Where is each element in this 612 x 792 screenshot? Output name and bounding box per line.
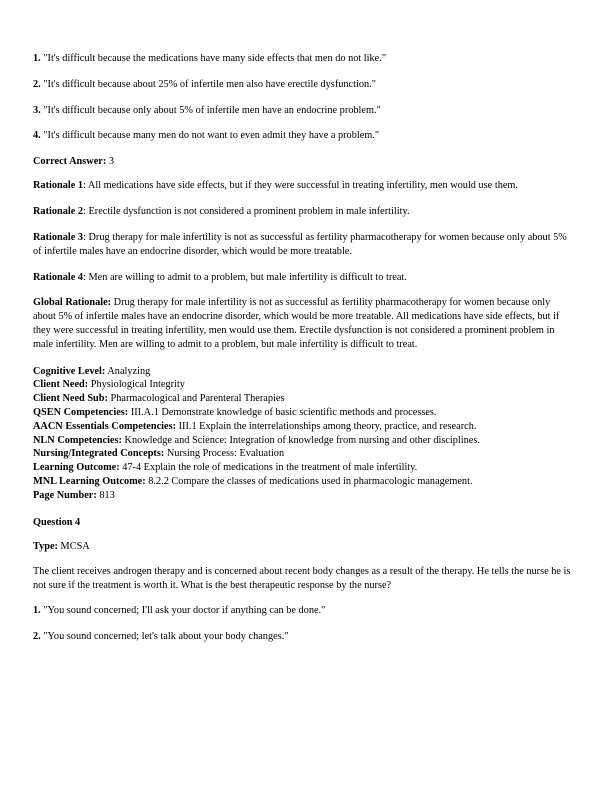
metadata-label: Nursing/Integrated Concepts: [33,448,165,460]
rationale-text: : All medications have side effects, but if they were successful in treating infertility, men would use them. [83,180,518,192]
rationale-text: : Erectile dysfunction is not considered a prominent problem in male infertility. [83,206,410,218]
rationale-label: Rationale 1 [33,180,84,192]
metadata-value: Analyzing [105,365,151,377]
global-rationale-text: Drug therapy for male infertility is not as successful as fertility pharmacotherapy for women because only about 5% of infertile males have an endocrine disorder, which would be more treatable. All medications have side effects, but if they were successful in treating infertility, men would use them. Erectile dysfunction is not considered a prominent problem in male infertility. Men are willing to admit to a problem, but male infertility is difficult to treat. [33,297,560,350]
correct-answer-label: Correct Answer: [33,156,107,168]
metadata-row [33,406,574,420]
answer-option-number: 2. [33,78,41,90]
metadata-label: Page Number: [33,489,97,501]
answer-option [33,604,574,618]
global-rationale-label: Global Rationale: [33,297,112,309]
answer-option-number: 2. [33,631,41,643]
metadata-value: III.1 Explain the interrelationships among theory, practice, and research. [176,420,477,432]
metadata-row [33,420,574,434]
answer-option [33,129,574,143]
answer-option-text: "You sound concerned; I'll ask your doctor if anything can be done." [43,605,326,617]
correct-answer [33,155,574,169]
metadata-label: Cognitive Level: [33,365,106,377]
question-stem: The client receives androgen therapy and is concerned about recent body changes as a result of the therapy. He tells the nurse he is not sure if the treatment is worth it. What is the best therapeutic response by the nurse? [33,565,571,591]
correct-answer-value: 3 [108,156,115,168]
metadata-label: NLN Competencies: [33,434,122,446]
question-type-value: MCSA [57,540,90,552]
metadata-row [33,489,574,503]
answer-option-text: "You sound concerned; let's talk about your body changes." [43,631,289,643]
rationale-item [33,271,574,285]
rationale-text: : Men are willing to admit to a problem, but male infertility is difficult to treat. [83,271,407,283]
rationale-text: : Drug therapy for male infertility is not as successful as fertility pharmacotherapy for women because only about 5% of infertile males have an endocrine disorder, which would be more treatable. [33,232,567,257]
metadata-row [33,392,574,406]
metadata-row [33,461,574,475]
metadata-value: 47-4 Explain the role of medications in the treatment of male infertility. [119,462,418,474]
global-rationale [33,296,574,351]
rationale-item [33,179,574,193]
answer-option [33,104,574,118]
answer-options-list [33,52,574,143]
metadata-label: AACN Essentials Competencies: [33,420,177,432]
next-question-header [33,516,574,554]
answer-option-text: "It's difficult because the medications have many side effects that men do not like." [43,53,387,64]
metadata-value: 813 [96,489,115,501]
answer-option-number: 3. [33,104,41,116]
rationale-label: Rationale 2 [33,206,84,218]
next-question-options [33,604,574,644]
metadata-label: MNL Learning Outcome: [33,476,146,488]
metadata-row [33,475,574,489]
question-type-label: Type: [33,540,58,552]
answer-option [33,78,574,92]
answer-option-text: "It's difficult because many men do not want to even admit they have a problem." [43,130,380,142]
metadata-row [33,378,574,392]
metadata-list [33,365,574,503]
answer-option-text: "It's difficult because only about 5% of infertile men have an endocrine problem." [43,104,381,116]
metadata-value: 8.2.2 Compare the classes of medications used in pharmacologic management. [145,476,473,488]
metadata-label: Client Need: [33,379,89,391]
metadata-row [33,434,574,448]
rationale-label: Rationale 4 [33,271,84,283]
metadata-label: QSEN Competencies: [33,407,129,419]
metadata-value: Pharmacological and Parenteral Therapies [107,393,285,405]
document-content [33,52,574,644]
metadata-row [33,365,574,379]
rationale-item [33,205,574,219]
answer-option-number: 1. [33,605,41,617]
metadata-value: Nursing Process: Evaluation [164,448,285,460]
rationale-label: Rationale 3 [33,232,84,244]
answer-option-number: 4. [33,130,41,142]
rationale-list [33,179,574,284]
metadata-value: Physiological Integrity [88,379,185,391]
metadata-label: Learning Outcome: [33,462,120,474]
answer-option [33,52,574,66]
answer-option-number: 1. [33,53,41,64]
metadata-row [33,447,574,461]
question-title: Question 4 [33,516,81,528]
answer-option [33,630,574,644]
rationale-item [33,231,574,259]
metadata-label: Client Need Sub: [33,393,108,405]
answer-option-text: "It's difficult because about 25% of infertile men also have erectile dysfunction." [43,78,376,90]
metadata-value: III.A.1 Demonstrate knowledge of basic scientific methods and processes. [128,407,437,419]
metadata-value: Knowledge and Science: Integration of knowledge from nursing and other disciplines. [121,434,480,446]
question-type-row [33,540,574,554]
